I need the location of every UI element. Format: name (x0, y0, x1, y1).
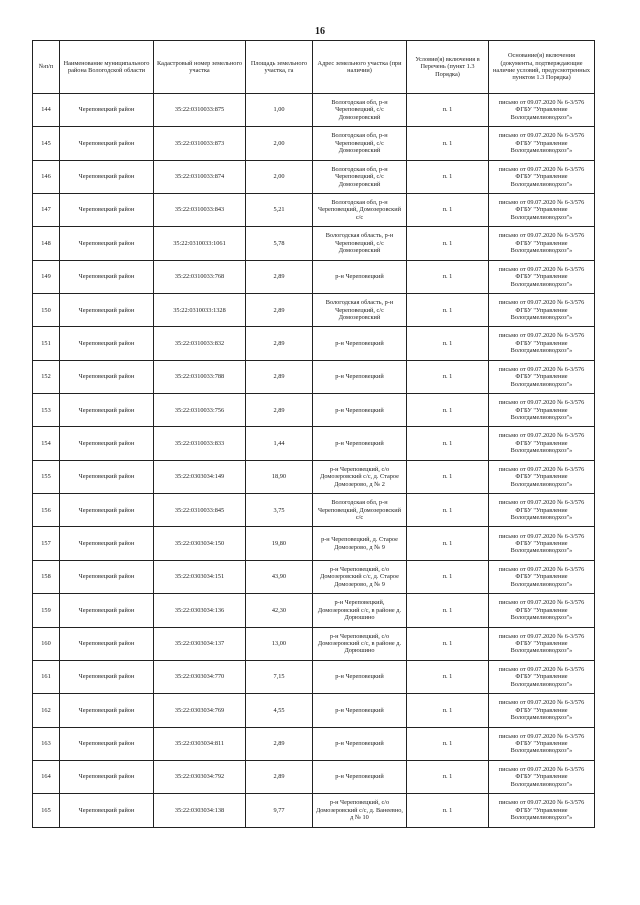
table-row (33, 294, 595, 327)
cell-number: 154 (33, 427, 60, 460)
cell-number: 150 (33, 294, 60, 327)
cell-number: 158 (33, 560, 60, 593)
cell-cadastral-number: 35:22:0303034:150 (154, 527, 246, 560)
cell-address: Вологодская обл, р-н Череповецкий, с/с Домозеровский (313, 94, 407, 127)
table-row (33, 694, 595, 727)
cell-number: 156 (33, 494, 60, 527)
cell-cadastral-number: 35:22:0303034:149 (154, 460, 246, 493)
header-area: Площадь земельного участка, га (246, 41, 313, 94)
cell-number: 165 (33, 794, 60, 827)
cell-number: 164 (33, 760, 60, 793)
cell-number: 151 (33, 327, 60, 360)
cell-number: 162 (33, 694, 60, 727)
cell-area: 2,00 (246, 127, 313, 160)
cell-number: 155 (33, 460, 60, 493)
cell-inclusion-basis: письмо от 09.07.2020 № 6-3/576 ФГБУ "Управление Вологдамелиоводхоз"» (489, 594, 595, 627)
cell-municipality: Череповецкий район (60, 527, 154, 560)
cell-number: 160 (33, 627, 60, 660)
cell-inclusion-condition: п. 1 (407, 227, 489, 260)
cell-inclusion-basis: письмо от 09.07.2020 № 6-3/576 ФГБУ "Управление Вологдамелиоводхоз"» (489, 760, 595, 793)
cell-inclusion-condition: п. 1 (407, 760, 489, 793)
cell-address: Вологодская область, р-н Череповецкий, с/с Домозеровский (313, 227, 407, 260)
table-row (33, 227, 595, 260)
cell-inclusion-condition: п. 1 (407, 727, 489, 760)
cell-inclusion-basis: письмо от 09.07.2020 № 6-3/576 ФГБУ "Управление Вологдамелиоводхоз"» (489, 560, 595, 593)
cell-inclusion-basis: письмо от 09.07.2020 № 6-3/576 ФГБУ "Управление Вологдамелиоводхоз"» (489, 394, 595, 427)
cell-cadastral-number: 35:22:0310033:1328 (154, 294, 246, 327)
cell-inclusion-basis: письмо от 09.07.2020 № 6-3/576 ФГБУ "Управление Вологдамелиоводхоз"» (489, 694, 595, 727)
header-inclusion-basis: Основание(я) включения (документы, подтверждающие наличие условий, предусмотренных пунктом 1.3 Порядка) (489, 41, 595, 94)
cell-area: 3,75 (246, 494, 313, 527)
cell-address: р-н Череповецкий, с/о Домозеровский с/с, в районе д. Дорюшино (313, 627, 407, 660)
table-row (33, 760, 595, 793)
cell-inclusion-condition: п. 1 (407, 427, 489, 460)
cell-area: 5,78 (246, 227, 313, 260)
cell-municipality: Череповецкий район (60, 794, 154, 827)
cell-cadastral-number: 35:22:0310033:875 (154, 94, 246, 127)
cell-inclusion-condition: п. 1 (407, 660, 489, 693)
cell-area: 9,77 (246, 794, 313, 827)
cell-inclusion-basis: письмо от 09.07.2020 № 6-3/576 ФГБУ "Управление Вологдамелиоводхоз"» (489, 627, 595, 660)
cell-number: 147 (33, 194, 60, 227)
table-row (33, 127, 595, 160)
cell-municipality: Череповецкий район (60, 460, 154, 493)
cell-area: 43,90 (246, 560, 313, 593)
cell-inclusion-condition: п. 1 (407, 294, 489, 327)
cell-address: р-н Череповецкий (313, 760, 407, 793)
cell-inclusion-condition: п. 1 (407, 194, 489, 227)
cell-cadastral-number: 35:22:0310033:832 (154, 327, 246, 360)
cell-cadastral-number: 35:22:0310033:1061 (154, 227, 246, 260)
cell-municipality: Череповецкий район (60, 294, 154, 327)
cell-inclusion-condition: п. 1 (407, 627, 489, 660)
cell-municipality: Череповецкий район (60, 594, 154, 627)
cell-municipality: Череповецкий район (60, 494, 154, 527)
cell-municipality: Череповецкий район (60, 627, 154, 660)
cell-inclusion-condition: п. 1 (407, 460, 489, 493)
cell-area: 2,89 (246, 727, 313, 760)
cell-cadastral-number: 35:22:0310033:843 (154, 194, 246, 227)
cell-cadastral-number: 35:22:0303034:792 (154, 760, 246, 793)
cell-address: Вологодская область, р-н Череповецкий, с/с Домозеровский (313, 294, 407, 327)
table-row (33, 427, 595, 460)
cell-number: 152 (33, 360, 60, 393)
cell-municipality: Череповецкий район (60, 694, 154, 727)
cell-municipality: Череповецкий район (60, 194, 154, 227)
cell-inclusion-condition: п. 1 (407, 327, 489, 360)
cell-address: р-н Череповецкий (313, 727, 407, 760)
cell-municipality: Череповецкий район (60, 660, 154, 693)
cell-address: р-н Череповецкий, с/о Домозеровский с/с, д. Старое Домозерово, д № 9 (313, 560, 407, 593)
cell-inclusion-condition: п. 1 (407, 594, 489, 627)
cell-address: р-н Череповецкий (313, 427, 407, 460)
cell-address: р-н Череповецкий (313, 260, 407, 293)
table-row (33, 260, 595, 293)
cell-municipality: Череповецкий район (60, 394, 154, 427)
cell-area: 2,89 (246, 294, 313, 327)
cell-area: 1,00 (246, 94, 313, 127)
table-row (33, 727, 595, 760)
page-number: 16 (315, 26, 325, 37)
cell-inclusion-condition: п. 1 (407, 494, 489, 527)
cell-inclusion-basis: письмо от 09.07.2020 № 6-3/576 ФГБУ "Управление Вологдамелиоводхоз"» (489, 194, 595, 227)
cell-address: р-н Череповецкий (313, 660, 407, 693)
table-row (33, 394, 595, 427)
table-row (33, 327, 595, 360)
cell-area: 5,21 (246, 194, 313, 227)
cell-cadastral-number: 35:22:0310033:874 (154, 160, 246, 193)
cell-number: 145 (33, 127, 60, 160)
cell-area: 7,15 (246, 660, 313, 693)
table-row (33, 527, 595, 560)
cell-area: 18,90 (246, 460, 313, 493)
cell-inclusion-basis: письмо от 09.07.2020 № 6-3/576 ФГБУ "Управление Вологдамелиоводхоз"» (489, 527, 595, 560)
cell-area: 4,55 (246, 694, 313, 727)
cell-number: 159 (33, 594, 60, 627)
table-row (33, 594, 595, 627)
cell-number: 153 (33, 394, 60, 427)
cell-cadastral-number: 35:22:0303034:136 (154, 594, 246, 627)
cell-address: р-н Череповецкий, с/о Домозеровский с/с, д. Старое Домозерово, д № 2 (313, 460, 407, 493)
header-inclusion-condition: Условие(я) включения в Перечень (пункт 1.3 Порядка) (407, 41, 489, 94)
cell-inclusion-basis: письмо от 09.07.2020 № 6-3/576 ФГБУ "Управление Вологдамелиоводхоз"» (489, 294, 595, 327)
header-number: №п/п (33, 41, 60, 94)
cell-cadastral-number: 35:22:0310033:845 (154, 494, 246, 527)
cell-inclusion-condition: п. 1 (407, 260, 489, 293)
cell-area: 2,89 (246, 394, 313, 427)
cell-inclusion-basis: письмо от 09.07.2020 № 6-3/576 ФГБУ "Управление Вологдамелиоводхоз"» (489, 260, 595, 293)
cell-area: 2,00 (246, 160, 313, 193)
cell-cadastral-number: 35:22:0303034:151 (154, 560, 246, 593)
cell-municipality: Череповецкий район (60, 560, 154, 593)
cell-inclusion-condition: п. 1 (407, 794, 489, 827)
cell-address: Вологодская обл, р-н Череповецкий, с/с Домозеровский (313, 160, 407, 193)
cell-cadastral-number: 35:22:0303034:138 (154, 794, 246, 827)
cell-inclusion-basis: письмо от 09.07.2020 № 6-3/576 ФГБУ "Управление Вологдамелиоводхоз"» (489, 660, 595, 693)
cell-inclusion-basis: письмо от 09.07.2020 № 6-3/576 ФГБУ "Управление Вологдамелиоводхоз"» (489, 460, 595, 493)
cell-inclusion-condition: п. 1 (407, 394, 489, 427)
table-body (33, 94, 595, 828)
cell-address: р-н Череповецкий, с/о Домозеровский с/с, д. Ванеевно, д № 10 (313, 794, 407, 827)
table-row (33, 460, 595, 493)
cell-cadastral-number: 35:22:0303034:137 (154, 627, 246, 660)
header-cadastral-number: Кадастровый номер земельного участка (154, 41, 246, 94)
cell-address: Вологодская обл, р-н Череповецкий, Домозеровский с/с (313, 194, 407, 227)
cell-area: 2,89 (246, 327, 313, 360)
cell-municipality: Череповецкий район (60, 760, 154, 793)
cell-inclusion-basis: письмо от 09.07.2020 № 6-3/576 ФГБУ "Управление Вологдамелиоводхоз"» (489, 227, 595, 260)
cell-inclusion-condition: п. 1 (407, 160, 489, 193)
cell-municipality: Череповецкий район (60, 360, 154, 393)
header-municipality: Наименование муниципального района Вологодской области (60, 41, 154, 94)
cell-cadastral-number: 35:22:0310033:873 (154, 127, 246, 160)
table-row (33, 627, 595, 660)
cell-municipality: Череповецкий район (60, 327, 154, 360)
cell-address: Вологодская обл, р-н Череповецкий, Домозеровский с/с (313, 494, 407, 527)
cell-area: 2,89 (246, 260, 313, 293)
cell-cadastral-number: 35:22:0310033:788 (154, 360, 246, 393)
cell-cadastral-number: 35:22:0303034:770 (154, 660, 246, 693)
table-row (33, 360, 595, 393)
cell-number: 163 (33, 727, 60, 760)
cell-area: 13,00 (246, 627, 313, 660)
cell-address: р-н Череповецкий (313, 360, 407, 393)
table-row (33, 660, 595, 693)
cell-inclusion-basis: письмо от 09.07.2020 № 6-3/576 ФГБУ "Управление Вологдамелиоводхоз"» (489, 327, 595, 360)
cell-inclusion-basis: письмо от 09.07.2020 № 6-3/576 ФГБУ "Управление Вологдамелиоводхоз"» (489, 794, 595, 827)
cell-municipality: Череповецкий район (60, 227, 154, 260)
cell-area: 42,30 (246, 594, 313, 627)
cell-address: Вологодская обл, р-н Череповецкий, с/с Домозеровский (313, 127, 407, 160)
header-address: Адрес земельного участка (при наличии) (313, 41, 407, 94)
cell-number: 144 (33, 94, 60, 127)
cell-municipality: Череповецкий район (60, 727, 154, 760)
table-row (33, 794, 595, 827)
cell-inclusion-condition: п. 1 (407, 127, 489, 160)
cell-inclusion-basis: письмо от 09.07.2020 № 6-3/576 ФГБУ "Управление Вологдамелиоводхоз"» (489, 94, 595, 127)
table-row (33, 194, 595, 227)
cell-inclusion-basis: письмо от 09.07.2020 № 6-3/576 ФГБУ "Управление Вологдамелиоводхоз"» (489, 160, 595, 193)
cell-cadastral-number: 35:22:0310033:833 (154, 427, 246, 460)
cell-inclusion-basis: письмо от 09.07.2020 № 6-3/576 ФГБУ "Управление Вологдамелиоводхоз"» (489, 427, 595, 460)
cell-address: р-н Череповецкий (313, 694, 407, 727)
cell-municipality: Череповецкий район (60, 94, 154, 127)
cell-address: р-н Череповецкий (313, 394, 407, 427)
cell-number: 148 (33, 227, 60, 260)
cell-inclusion-condition: п. 1 (407, 527, 489, 560)
cell-address: р-н Череповецкий, Домозеровский с/с, в районе д. Дорюшино (313, 594, 407, 627)
table-row (33, 560, 595, 593)
cell-municipality: Череповецкий район (60, 260, 154, 293)
cell-area: 2,89 (246, 360, 313, 393)
cell-inclusion-basis: письмо от 09.07.2020 № 6-3/576 ФГБУ "Управление Вологдамелиоводхоз"» (489, 360, 595, 393)
cell-area: 2,89 (246, 760, 313, 793)
cell-municipality: Череповецкий район (60, 160, 154, 193)
cell-address: р-н Череповецкий (313, 327, 407, 360)
table-header (33, 41, 595, 94)
table-row (33, 94, 595, 127)
land-plots-table (32, 40, 595, 828)
cell-inclusion-condition: п. 1 (407, 360, 489, 393)
cell-inclusion-condition: п. 1 (407, 560, 489, 593)
cell-municipality: Череповецкий район (60, 427, 154, 460)
cell-cadastral-number: 35:22:0310033:768 (154, 260, 246, 293)
table-row (33, 160, 595, 193)
cell-inclusion-basis: письмо от 09.07.2020 № 6-3/576 ФГБУ "Управление Вологдамелиоводхоз"» (489, 127, 595, 160)
cell-inclusion-condition: п. 1 (407, 94, 489, 127)
cell-cadastral-number: 35:22:0310033:756 (154, 394, 246, 427)
cell-area: 19,80 (246, 527, 313, 560)
cell-area: 1,44 (246, 427, 313, 460)
cell-inclusion-basis: письмо от 09.07.2020 № 6-3/576 ФГБУ "Управление Вологдамелиоводхоз"» (489, 727, 595, 760)
cell-address: р-н Череповецкий, д. Старое Домозерово, д № 9 (313, 527, 407, 560)
cell-inclusion-condition: п. 1 (407, 694, 489, 727)
cell-number: 157 (33, 527, 60, 560)
cell-municipality: Череповецкий район (60, 127, 154, 160)
cell-cadastral-number: 35:22:0303034:811 (154, 727, 246, 760)
cell-number: 161 (33, 660, 60, 693)
cell-inclusion-basis: письмо от 09.07.2020 № 6-3/576 ФГБУ "Управление Вологдамелиоводхоз"» (489, 494, 595, 527)
cell-cadastral-number: 35:22:0303034:769 (154, 694, 246, 727)
cell-number: 146 (33, 160, 60, 193)
table-row (33, 494, 595, 527)
cell-number: 149 (33, 260, 60, 293)
header-row (33, 41, 595, 94)
